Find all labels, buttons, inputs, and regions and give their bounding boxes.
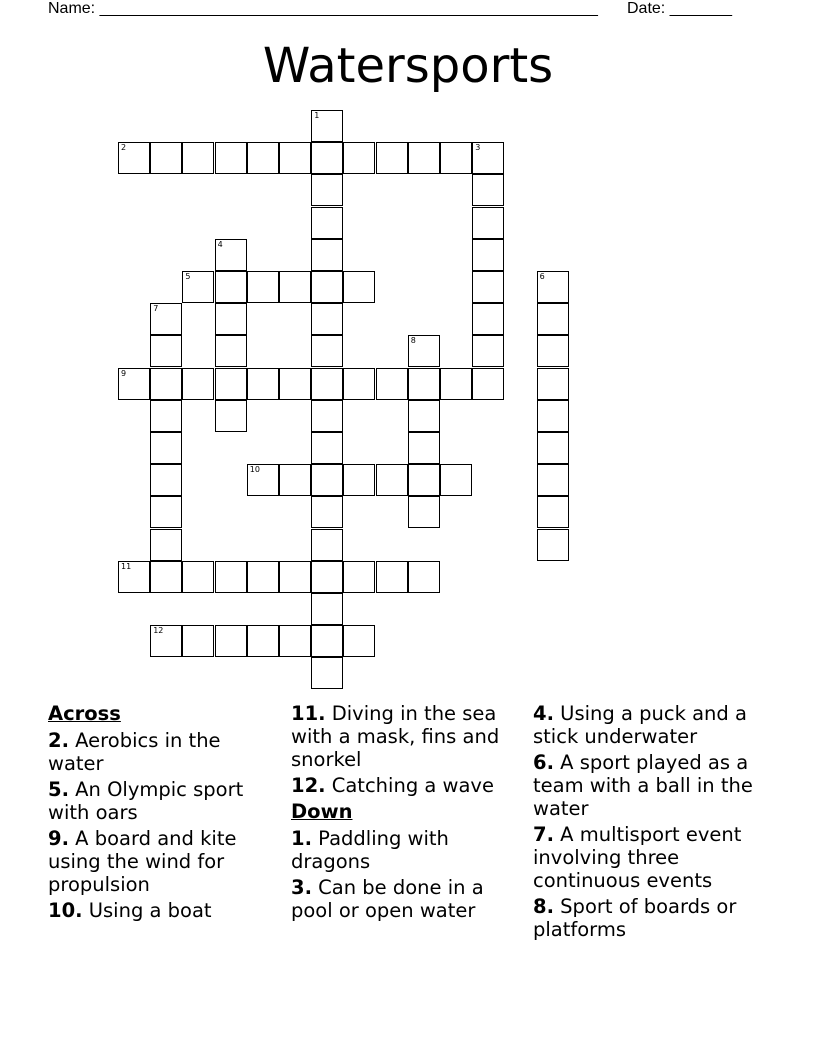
grid-cell[interactable] bbox=[311, 239, 343, 271]
clue-number: 7 bbox=[153, 304, 159, 314]
grid-cell[interactable] bbox=[537, 496, 569, 528]
grid-cell[interactable] bbox=[408, 142, 440, 174]
grid-cell[interactable] bbox=[150, 529, 182, 561]
clue-heading: Across bbox=[48, 702, 121, 725]
clue-item bbox=[291, 774, 521, 797]
grid-cell[interactable] bbox=[215, 239, 247, 271]
clue-item bbox=[291, 827, 521, 873]
grid-cell[interactable] bbox=[311, 174, 343, 206]
grid-cell[interactable] bbox=[343, 142, 375, 174]
grid-cell[interactable] bbox=[311, 657, 343, 689]
grid-cell[interactable] bbox=[215, 368, 247, 400]
date-field: Date: _______ bbox=[627, 0, 732, 17]
grid-cell[interactable] bbox=[279, 464, 311, 496]
grid-cell[interactable] bbox=[150, 400, 182, 432]
grid-cell[interactable] bbox=[537, 432, 569, 464]
grid-cell[interactable] bbox=[150, 368, 182, 400]
grid-cell[interactable] bbox=[472, 368, 504, 400]
grid-cell[interactable] bbox=[247, 561, 279, 593]
clue-item bbox=[533, 751, 773, 820]
grid-cell[interactable] bbox=[182, 561, 214, 593]
clue-text: A multisport event involving three continuous events bbox=[533, 823, 742, 892]
grid-cell[interactable] bbox=[311, 561, 343, 593]
clue-number-label: 12. bbox=[291, 774, 326, 797]
clue-text: Diving in the sea with a mask, fins and snorkel bbox=[291, 702, 500, 771]
grid-cell[interactable] bbox=[343, 625, 375, 657]
clues-column-2 bbox=[291, 702, 521, 925]
grid-cell[interactable] bbox=[311, 432, 343, 464]
grid-cell[interactable] bbox=[311, 496, 343, 528]
grid-cell[interactable] bbox=[215, 400, 247, 432]
grid-cell[interactable] bbox=[408, 561, 440, 593]
clue-number: 4 bbox=[217, 239, 223, 249]
grid-cell[interactable] bbox=[182, 625, 214, 657]
grid-cell[interactable] bbox=[472, 207, 504, 239]
clue-number: 8 bbox=[410, 336, 416, 346]
grid-cell[interactable] bbox=[279, 625, 311, 657]
clue-number: 1 bbox=[314, 111, 320, 120]
grid-cell[interactable] bbox=[472, 303, 504, 335]
grid-cell[interactable] bbox=[376, 561, 408, 593]
clue-number-label: 8. bbox=[533, 895, 554, 918]
clue-number-label: 4. bbox=[533, 702, 554, 725]
grid-cell[interactable] bbox=[376, 142, 408, 174]
grid-cell[interactable] bbox=[343, 464, 375, 496]
grid-cell[interactable] bbox=[118, 142, 150, 174]
grid-cell[interactable] bbox=[247, 625, 279, 657]
clue-number: 6 bbox=[539, 272, 545, 281]
grid-cell[interactable] bbox=[150, 142, 182, 174]
clue-item bbox=[533, 895, 773, 941]
clue-text: Using a puck and a stick underwater bbox=[533, 702, 747, 748]
clue-item bbox=[533, 702, 773, 748]
clue-text: Using a boat bbox=[82, 899, 212, 922]
clue-text: Catching a wave bbox=[325, 774, 494, 797]
clue-number-label: 7. bbox=[533, 823, 554, 846]
grid-cell[interactable] bbox=[311, 625, 343, 657]
clue-number: 2 bbox=[121, 143, 127, 153]
clue-text: A sport played as a team with a ball in the water bbox=[533, 751, 753, 820]
page-title: Watersports bbox=[262, 38, 554, 94]
grid-cell[interactable] bbox=[376, 368, 408, 400]
grid-cell[interactable] bbox=[182, 368, 214, 400]
grid-cell[interactable] bbox=[440, 464, 472, 496]
name-field: Name: ________________________________________________________ bbox=[48, 0, 598, 17]
grid-cell[interactable] bbox=[408, 335, 440, 367]
grid-cell[interactable] bbox=[279, 561, 311, 593]
clue-text: A board and kite using the wind for propulsion bbox=[48, 827, 237, 896]
grid-cell[interactable] bbox=[408, 432, 440, 464]
clue-number: 10 bbox=[249, 465, 260, 475]
clue-heading: Down bbox=[291, 800, 353, 823]
clue-number-label: 3. bbox=[291, 876, 312, 899]
clue-item bbox=[291, 702, 521, 771]
clue-item bbox=[291, 876, 521, 922]
grid-cell[interactable] bbox=[311, 400, 343, 432]
grid-cell[interactable] bbox=[408, 400, 440, 432]
grid-cell[interactable] bbox=[537, 303, 569, 335]
grid-cell[interactable] bbox=[537, 529, 569, 561]
clue-number: 3 bbox=[475, 143, 481, 153]
grid-cell[interactable] bbox=[343, 368, 375, 400]
grid-cell[interactable] bbox=[215, 303, 247, 335]
grid-cell[interactable] bbox=[537, 271, 569, 303]
grid-cell[interactable] bbox=[472, 271, 504, 303]
grid-cell[interactable] bbox=[311, 593, 343, 625]
grid-cell[interactable] bbox=[150, 496, 182, 528]
grid-cell[interactable] bbox=[472, 174, 504, 206]
grid-cell[interactable] bbox=[247, 142, 279, 174]
grid-cell[interactable] bbox=[311, 368, 343, 400]
clue-number-label: 1. bbox=[291, 827, 312, 850]
grid-cell[interactable] bbox=[150, 335, 182, 367]
grid-cell[interactable] bbox=[376, 464, 408, 496]
grid-cell[interactable] bbox=[311, 529, 343, 561]
clue-text: Sport of boards or platforms bbox=[533, 895, 737, 941]
grid-cell[interactable] bbox=[150, 464, 182, 496]
grid-cell[interactable] bbox=[408, 464, 440, 496]
clue-number-label: 9. bbox=[48, 827, 69, 850]
grid-cell[interactable] bbox=[150, 625, 182, 657]
grid-cell[interactable] bbox=[343, 271, 375, 303]
grid-cell[interactable] bbox=[311, 207, 343, 239]
clue-item bbox=[533, 823, 773, 892]
grid-cell[interactable] bbox=[150, 561, 182, 593]
grid-cell[interactable] bbox=[215, 561, 247, 593]
grid-cell[interactable] bbox=[311, 271, 343, 303]
grid-cell[interactable] bbox=[537, 464, 569, 496]
grid-cell[interactable] bbox=[215, 335, 247, 367]
grid-cell[interactable] bbox=[247, 271, 279, 303]
clue-text: Can be done in a pool or open water bbox=[291, 876, 484, 922]
grid-cell[interactable] bbox=[311, 335, 343, 367]
grid-cell[interactable] bbox=[279, 368, 311, 400]
clue-number-label: 2. bbox=[48, 729, 69, 752]
grid-cell[interactable] bbox=[279, 271, 311, 303]
grid-cell[interactable] bbox=[182, 142, 214, 174]
grid-cell[interactable] bbox=[118, 368, 150, 400]
grid-cell[interactable] bbox=[182, 271, 214, 303]
clue-number-label: 6. bbox=[533, 751, 554, 774]
grid-cell[interactable] bbox=[472, 335, 504, 367]
grid-cell[interactable] bbox=[408, 496, 440, 528]
clue-text: An Olympic sport with oars bbox=[48, 778, 244, 824]
grid-cell[interactable] bbox=[343, 561, 375, 593]
grid-cell[interactable] bbox=[311, 142, 343, 174]
clue-number: 5 bbox=[185, 272, 191, 281]
grid-cell[interactable] bbox=[247, 368, 279, 400]
grid-cell[interactable] bbox=[537, 368, 569, 400]
grid-cell[interactable] bbox=[311, 464, 343, 496]
grid-cell[interactable] bbox=[408, 368, 440, 400]
grid-cell[interactable] bbox=[440, 368, 472, 400]
clue-text: Paddling with dragons bbox=[291, 827, 449, 873]
clue-number-label: 11. bbox=[291, 702, 326, 725]
clue-item bbox=[48, 729, 278, 775]
clue-number: 9 bbox=[121, 368, 127, 378]
clue-number: 12 bbox=[153, 626, 164, 636]
grid-cell[interactable] bbox=[311, 303, 343, 335]
grid-cell[interactable] bbox=[215, 142, 247, 174]
grid-cell[interactable] bbox=[311, 110, 343, 142]
clues-column-1 bbox=[48, 702, 278, 925]
grid-cell[interactable] bbox=[537, 335, 569, 367]
clue-item bbox=[48, 778, 278, 824]
clue-item bbox=[48, 899, 278, 922]
grid-cell[interactable] bbox=[472, 142, 504, 174]
clue-number-label: 10. bbox=[48, 899, 83, 922]
grid-cell[interactable] bbox=[215, 271, 247, 303]
grid-cell[interactable] bbox=[472, 239, 504, 271]
grid-cell[interactable] bbox=[150, 432, 182, 464]
grid-cell[interactable] bbox=[247, 464, 279, 496]
grid-cell[interactable] bbox=[537, 400, 569, 432]
clue-item bbox=[48, 827, 278, 896]
clue-number: 11 bbox=[121, 561, 132, 571]
grid-cell[interactable] bbox=[150, 303, 182, 335]
clue-text: Aerobics in the water bbox=[48, 729, 221, 775]
grid-cell[interactable] bbox=[440, 142, 472, 174]
clues-column-3 bbox=[533, 702, 773, 944]
clue-number-label: 5. bbox=[48, 778, 69, 801]
grid-cell[interactable] bbox=[118, 561, 150, 593]
grid-cell[interactable] bbox=[215, 625, 247, 657]
grid-cell[interactable] bbox=[279, 142, 311, 174]
